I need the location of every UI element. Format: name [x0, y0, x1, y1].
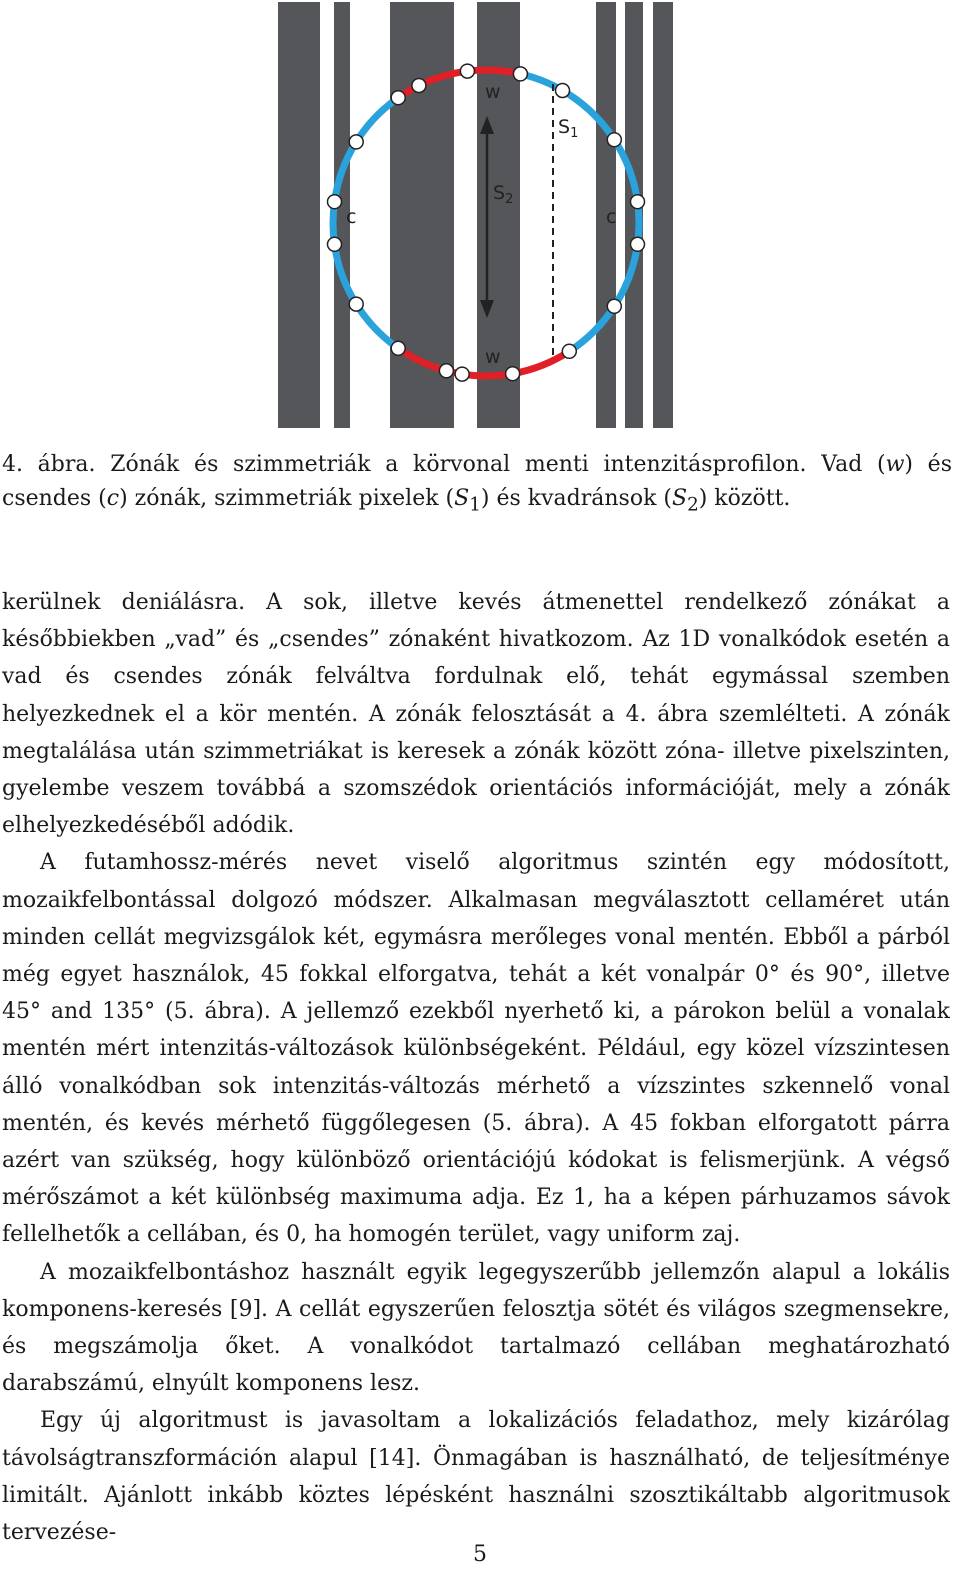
- s1-label: $S_1$: [558, 116, 579, 141]
- paragraph: A futamhossz-mérés nevet viselő algoritmus szintén egy módosított, mozaikfelbontással dolgozó módszer. Alkalmasan megválasztott cellaméret után minden cellát megvizsgálok két, egymásra merőleges vonal mentén. Ebből a párból még egyet használok, 45 fokkal elforgatva, tehát a két vonalpár 0° és 90°, illetve 45° and 135° (5. ábra). A jellemző ezekből nyerhető ki, a párokon belül a vonalak mentén mért intenzitás-változások különbségeként. Például, egy közel vízszintesen álló vonalkódban sok intenzitás-változás mérhető a vízszintes szkennelő vonal mentén, és kevés mérhető függőlegesen (5. ábra). A 45 fokban elforgatott párra azért van szükség, hogy különböző orientációjú kódokat is felismerjünk. A végső mérőszámot a két különbség maximuma adja. Ez 1, ha a képen párhuzamos sávok fellelhetők a cellában, és 0, ha homogén terület, vagy uniform zaj.: [2, 850, 950, 1248]
- s2-label: $S_2$: [493, 182, 514, 207]
- zone-boundary-marker: [562, 344, 576, 358]
- zone-boundary-marker: [455, 367, 469, 381]
- zones-symmetry-figure: [0, 0, 960, 440]
- barcode-bar: [278, 2, 320, 428]
- wild-zone-arc: [513, 351, 570, 373]
- c-label-right: c: [606, 206, 617, 228]
- zone-boundary-marker: [607, 133, 621, 147]
- zone-boundary-marker: [607, 299, 621, 313]
- zone-boundary-marker: [328, 237, 342, 251]
- paragraph: A mozaikfelbontáshoz használt egyik legegyszerűbb jellemzőn alapul a lokális komponens-keresés [9]. A cellát egyszerűen felosztja sötét és világos szegmensekre, és megszámolja őket. A vonalkódot tartalmazó cellában meghatározható darabszámú, elnyúlt komponens lesz.: [2, 1259, 950, 1397]
- w-label-bottom: w: [485, 346, 501, 368]
- body-text: [2, 584, 950, 1551]
- zone-boundary-marker: [460, 64, 474, 78]
- zone-boundary-marker: [391, 91, 405, 105]
- zone-boundary-marker: [439, 364, 453, 378]
- zone-boundary-marker: [412, 79, 426, 93]
- w-label-top: w: [485, 81, 501, 103]
- zone-boundary-marker: [506, 367, 520, 381]
- figure-caption: 4. ábra. Zónák és szimmetriák a körvonal menti intenzitásprofilon. Vad (w) és csendes (c) zónák, szimmetriák pixelek $(S_1)$ és kvadránsok $(S_2)$ között.: [2, 452, 952, 516]
- paragraph: kerülnek deniálásra. A sok, illetve kevés átmenettel rendelkező zónákat a későbbiekben „vad” és „csendes” zónaként hivatkozom. Az 1D vonalkódok esetén a vad és csendes zónák felváltva fordulnak elő, tehát egymással szemben helyezkednek el a kör mentén. A zónák felosztását a 4. ábra szemlélteti. A zónák megtalálása után szimmetriákat is keresek a zónák között zóna- illetve pixelszinten, gyelembe veszem továbbá a szomszédok orientációs információját, mely a zónák elhelyezkedéséből adódik.: [2, 590, 950, 839]
- zone-boundary-marker: [349, 297, 363, 311]
- barcode-bar: [653, 2, 673, 428]
- zone-boundary-marker: [513, 67, 527, 81]
- page-number: 5: [473, 1542, 487, 1567]
- zone-boundary-marker: [631, 195, 645, 209]
- zone-boundary-marker: [391, 341, 405, 355]
- zone-boundary-marker: [328, 195, 342, 209]
- zone-boundary-marker: [556, 84, 570, 98]
- zone-boundary-marker: [349, 135, 363, 149]
- zone-boundary-marker: [631, 237, 645, 251]
- paragraph: Egy új algoritmust is javasoltam a lokalizációs feladathoz, mely kizárólag távolságtranszformáción alapul [14]. Önmagában is használható, de teljesítménye limitált. Ajánlott inkább köztes lépésként használni szosztikáltabb algoritmusok tervezése-: [2, 1408, 950, 1546]
- c-label-left: c: [346, 206, 357, 228]
